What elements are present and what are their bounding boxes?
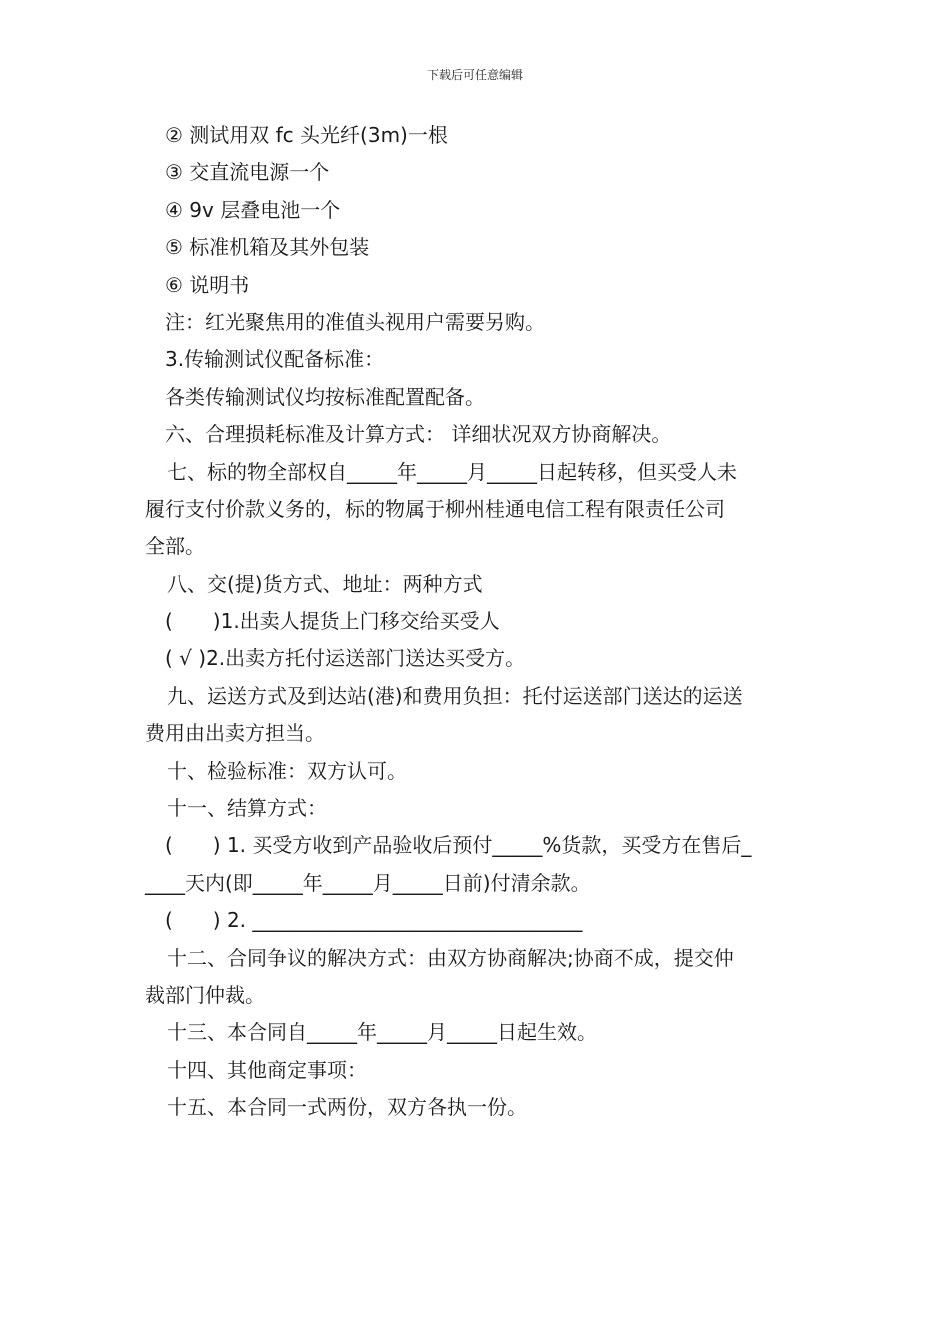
- clause-8-option-1: ( )1.出卖人提货上门移交给买受人: [165, 609, 500, 634]
- list-item: ③ 交直流电源一个: [165, 160, 330, 185]
- clause-11-option-2: ( ) 2. _________________________________: [165, 908, 583, 933]
- clause-7-line-2: 履行支付价款义务的，标的物属于柳州桂通电信工程有限责任公司: [145, 496, 725, 521]
- clause-12-line-1: 十二、合同争议的解决方式：由双方协商解决;协商不成，提交仲: [167, 945, 734, 970]
- note-paragraph: 注：红光聚焦用的准值头视用户需要另购。: [165, 309, 545, 334]
- list-item: ⑤ 标准机箱及其外包装: [165, 235, 370, 260]
- clause-7-line-1: 七、标的物全部权自_____年_____月_____日起转移，但买受人未: [167, 459, 737, 484]
- clause-11: 十一、结算方式：: [167, 796, 327, 821]
- clause-12-line-2: 裁部门仲裁。: [145, 982, 265, 1007]
- list-item: ⑥ 说明书: [165, 272, 250, 297]
- clause-8-option-2: ( √ )2.出卖方托付运送部门送达买受方。: [165, 646, 526, 671]
- section-heading: 3.传输测试仪配备标准：: [165, 347, 385, 372]
- list-item: ② 测试用双 fc 头光纤(3m)一根: [165, 123, 448, 147]
- list-item: ④ 9v 层叠电池一个: [165, 197, 341, 222]
- clause-8: 八、交(提)货方式、地址：两种方式: [167, 571, 483, 596]
- paragraph: 各类传输测试仪均按标准配置配备。: [165, 384, 485, 409]
- clause-9-line-2: 费用由出卖方担当。: [145, 721, 325, 746]
- clause-11-option-1-line-2: ____天内(即_____年_____月_____日前)付清余款。: [145, 870, 591, 895]
- clause-6: 六、合理损耗标准及计算方式： 详细状况双方协商解决。: [165, 422, 672, 447]
- page-header: 下载后可任意编辑: [426, 68, 523, 82]
- clause-14: 十四、其他商定事项：: [167, 1057, 367, 1082]
- clause-15: 十五、本合同一式两份，双方各执一份。: [167, 1095, 527, 1120]
- clause-11-option-1-line-1: ( ) 1. 买受方收到产品验收后预付_____%货款，买受方在售后_: [165, 833, 752, 858]
- clause-7-line-3: 全部。: [145, 534, 205, 559]
- document-body: [145, 117, 815, 1127]
- clause-9-line-1: 九、运送方式及到达站(港)和费用负担：托付运送部门送达的运送: [167, 683, 743, 708]
- clause-13: 十三、本合同自_____年_____月_____日起生效。: [167, 1020, 597, 1045]
- clause-10: 十、检验标准：双方认可。: [167, 758, 407, 783]
